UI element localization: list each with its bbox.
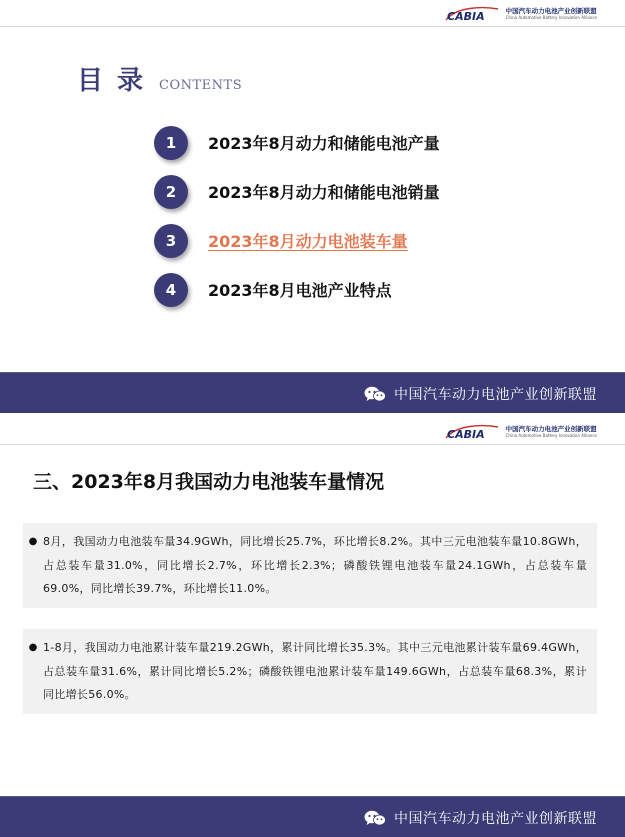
footer-band — [0, 372, 625, 413]
wechat-icon — [364, 386, 386, 402]
toc-item-1[interactable] — [154, 118, 440, 167]
cabia-logo — [442, 4, 597, 24]
toc-item-4[interactable] — [154, 265, 440, 314]
toc-number-badge: 4 — [154, 273, 188, 307]
logo-name-cn: 中国汽车动力电池产业创新联盟 — [505, 6, 597, 15]
toc-item-label: 2023年8月动力和储能电池产量 — [208, 134, 440, 153]
logo-wordmark: CABIA — [446, 428, 485, 440]
footer-org-name: 中国汽车动力电池产业创新联盟 — [394, 810, 597, 827]
footer-org-name: 中国汽车动力电池产业创新联盟 — [394, 386, 597, 403]
toc-title-cn: 目录 — [77, 66, 158, 96]
header-divider — [0, 444, 625, 445]
paragraph-text: 8月，我国动力电池装车量34.9GWh，同比增长25.7%，环比增长8.2%。其中三元电池装车量10.8GWh，占总装车量31.0%，同比增长2.7%，环比增长2.3%；磷酸铁锂电池装车量24.1GWh，占总装车量69.0%，同比增长39.7%，环比增长11.0%。 — [43, 535, 587, 595]
footer-band — [0, 796, 625, 837]
toc-item-label: 2023年8月动力和储能电池销量 — [208, 183, 440, 202]
toc-item-label: 2023年8月电池产业特点 — [208, 281, 392, 300]
toc-list — [154, 118, 440, 314]
logo-name-en: China Automotive Battery Innovation Alliance — [505, 433, 597, 439]
cabia-logo-icon — [442, 6, 500, 22]
toc-item-2[interactable] — [154, 167, 440, 216]
slide-installations — [0, 418, 625, 837]
summary-paragraph-cumulative — [23, 629, 597, 714]
logo-name-en: China Automotive Battery Innovation Alliance — [505, 15, 597, 21]
summary-paragraph-monthly — [23, 523, 597, 608]
logo-name-cn: 中国汽车动力电池产业创新联盟 — [505, 424, 597, 433]
toc-number-badge: 1 — [154, 126, 188, 160]
wechat-icon — [364, 810, 386, 826]
toc-number-badge: 3 — [154, 224, 188, 258]
section-title: 三、2023年8月我国动力电池装车量情况 — [33, 471, 385, 493]
cabia-logo — [442, 422, 597, 442]
toc-item-label-active[interactable]: 2023年8月动力电池装车量 — [208, 232, 408, 251]
header-divider — [0, 26, 625, 27]
slide-contents — [0, 0, 625, 413]
toc-heading — [77, 60, 242, 97]
toc-number-badge: 2 — [154, 175, 188, 209]
cabia-logo-icon — [442, 424, 500, 440]
logo-wordmark: CABIA — [446, 10, 485, 22]
bullet-dot-icon: ● — [28, 536, 38, 547]
bullet-dot-icon: ● — [28, 642, 38, 653]
toc-item-3[interactable] — [154, 216, 440, 265]
toc-title-en: CONTENTS — [159, 78, 243, 93]
paragraph-text: 1-8月，我国动力电池累计装车量219.2GWh，累计同比增长35.3%。其中三元电池累计装车量69.4GWh，占总装车量31.6%，累计同比增长5.2%；磷酸铁锂电池累计装车量149.6GWh，占总装车量68.3%，累计同比增长56.0%。 — [43, 641, 587, 701]
